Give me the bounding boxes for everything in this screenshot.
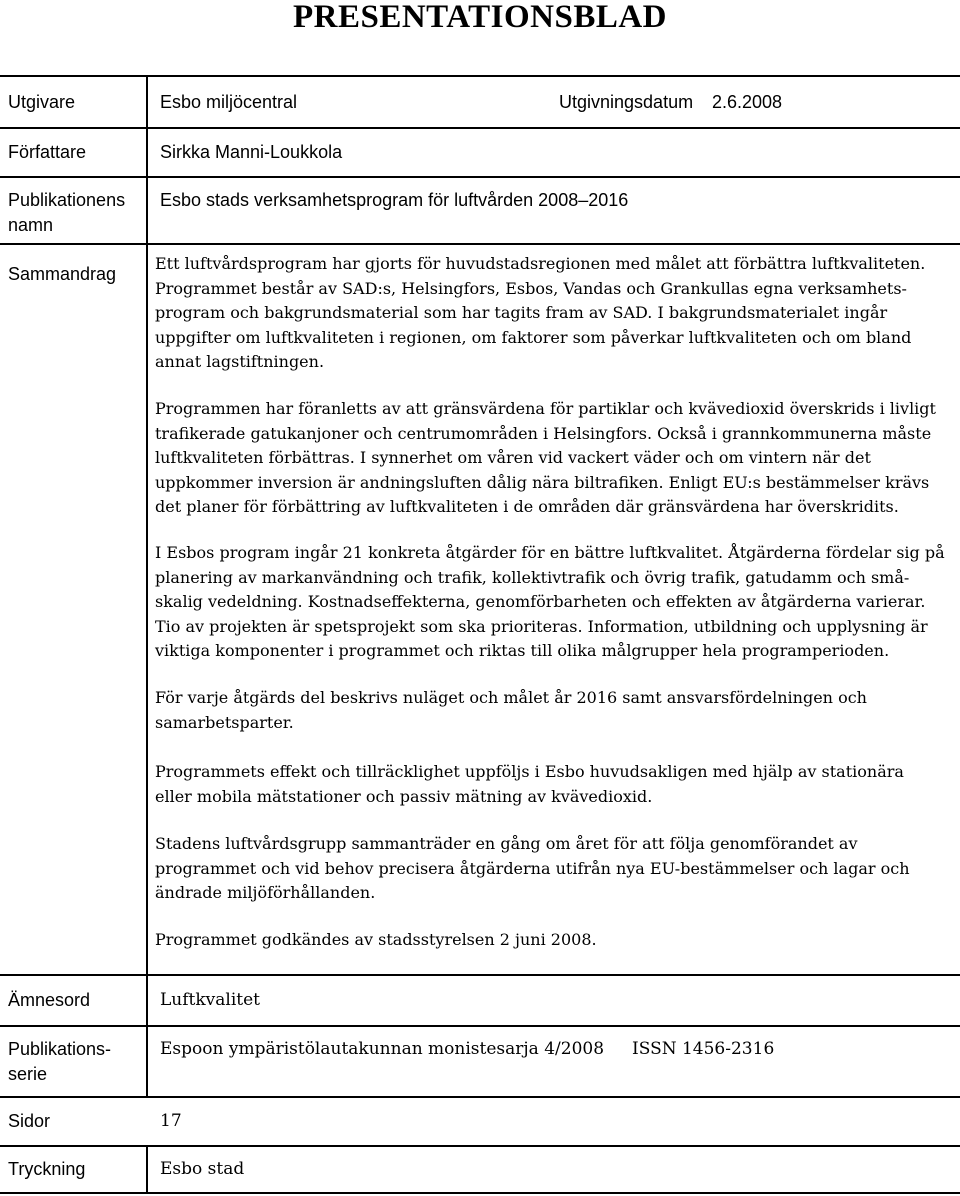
keyword-label: Ämnesord: [8, 990, 91, 1010]
rule-summary: [0, 974, 960, 976]
summary-line: uppkommer inversion är andningsluften dålig nära biltrafiken. Enligt EU:s bestämmelser krävs: [155, 472, 930, 492]
series-label-2: serie: [8, 1064, 48, 1084]
summary-paragraph-5: [155, 760, 955, 809]
keyword-value: Luftkvalitet: [160, 990, 260, 1010]
summary-line: Stadens luftvårdsgrupp sammanträder en gång om året för att följa genomförandet av: [155, 834, 858, 853]
summary-line: program och bakgrundsmaterial som har tagits fram av SAD. I bakgrundsmaterialet ingår: [155, 303, 888, 322]
summary-line: Programmets effekt och tillräcklighet uppföljs i Esbo huvudsakligen med hjälp av stationära: [155, 762, 904, 781]
publisher-value: Esbo miljöcentral: [160, 92, 298, 112]
summary-line: I Esbos program ingår 21 konkreta åtgärder för en bättre luftkvalitet. Åtgärderna fördelar sig på: [155, 543, 945, 562]
series-value: Espoon ympäristölautakunnan monistesarja 4/2008: [160, 1039, 605, 1059]
summary-paragraph-3: [155, 541, 955, 664]
rule-top: [0, 75, 960, 77]
summary-line: Programmet godkändes av stadsstyrelsen 2 juni 2008.: [155, 930, 597, 949]
summary-line: programmet och vid behov precisera åtgärderna utifrån nya EU-bestämmelser och lagar och: [155, 858, 910, 878]
summary-line: skalig vedeldning. Kostnadseffekterna, genomförbarheten och effekten av åtgärderna varierar.: [155, 592, 926, 611]
rule-publisher: [0, 127, 960, 129]
rule-pubname: [0, 243, 960, 245]
summary-line: eller mobila mätstationer och passiv mätning av kvävedioxid.: [155, 786, 653, 806]
summary-line: För varje åtgärds del beskrivs nuläget och målet år 2016 samt ansvarsfördelningen och: [155, 688, 867, 707]
summary-line: samarbetsparter.: [155, 712, 294, 732]
date-label: Utgivningsdatum: [559, 92, 694, 112]
summary-paragraph-1: [155, 252, 955, 375]
summary-line: Programmen har föranletts av att gränsvärdena för partiklar och kvävedioxid överskrids i livligt: [155, 399, 936, 418]
issn-value: ISSN 1456-2316: [632, 1039, 775, 1059]
pubname-value: Esbo stads verksamhetsprogram för luftvården 2008–2016: [160, 190, 629, 210]
summary-paragraph-7: [155, 928, 955, 953]
date-value: 2.6.2008: [712, 92, 783, 112]
print-label: Tryckning: [8, 1159, 86, 1179]
author-label: Författare: [8, 142, 87, 162]
summary-line: planering av markanvändning och trafik, kollektivtrafik och övrig trafik, gatudamm och små-: [155, 567, 910, 587]
rule-series: [0, 1096, 960, 1098]
rule-bottom: [0, 1192, 960, 1194]
summary-label: Sammandrag: [8, 264, 117, 284]
publisher-label: Utgivare: [8, 92, 76, 112]
pubname-label-2: namn: [8, 215, 54, 235]
rule-pages: [0, 1145, 960, 1147]
summary-paragraph-4: [155, 686, 955, 735]
rule-author: [0, 176, 960, 178]
summary-line: uppgifter om luftkvaliteten i regionen, om faktorer som påverkar luftkvaliteten och om bland: [155, 327, 912, 347]
summary-line: viktiga komponenter i programmet och riktas till olika målgrupper hela programperioden.: [155, 641, 890, 660]
author-value: Sirkka Manni-Loukkola: [160, 142, 343, 162]
rule-keyword: [0, 1025, 960, 1027]
pages-label: Sidor: [8, 1111, 51, 1131]
divider-header: [146, 75, 148, 245]
summary-line: annat lagstiftningen.: [155, 352, 325, 371]
pages-value: 17: [160, 1111, 182, 1131]
page-title: PRESENTATIONSBLAD: [292, 0, 668, 35]
summary-paragraph-2: [155, 397, 955, 520]
series-label-1: Publikations-: [8, 1039, 112, 1059]
summary-line: ändrade miljöförhållanden.: [155, 883, 376, 902]
summary-line: Programmet består av SAD:s, Helsingfors, Esbos, Vandas och Grankullas egna verksamhets-: [155, 278, 907, 298]
summary-line: det planer för förbättring av luftkvaliteten i de områden där gränsvärdena har överskridits.: [155, 497, 899, 516]
divider-keyword: [146, 974, 148, 1097]
summary-line: Ett luftvårdsprogram har gjorts för huvudstadsregionen med målet att förbättra luftkvaliteten.: [155, 254, 926, 273]
summary-line: trafikerade gatukanjoner och centrumområden i Helsingfors. Också i grannkommunerna måste: [155, 423, 932, 443]
divider-summary: [146, 243, 148, 976]
divider-print: [146, 1145, 148, 1194]
pubname-label-1: Publikationens: [8, 190, 126, 210]
summary-line: luftkvaliteten förbättras. I synnerhet om våren vid vackert väder och om vintern när det: [155, 448, 871, 467]
summary-line: Tio av projekten är spetsprojekt som ska prioriteras. Information, utbildning och upplysning är: [155, 616, 928, 636]
summary-paragraph-6: [155, 832, 955, 906]
print-value: Esbo stad: [160, 1159, 245, 1179]
